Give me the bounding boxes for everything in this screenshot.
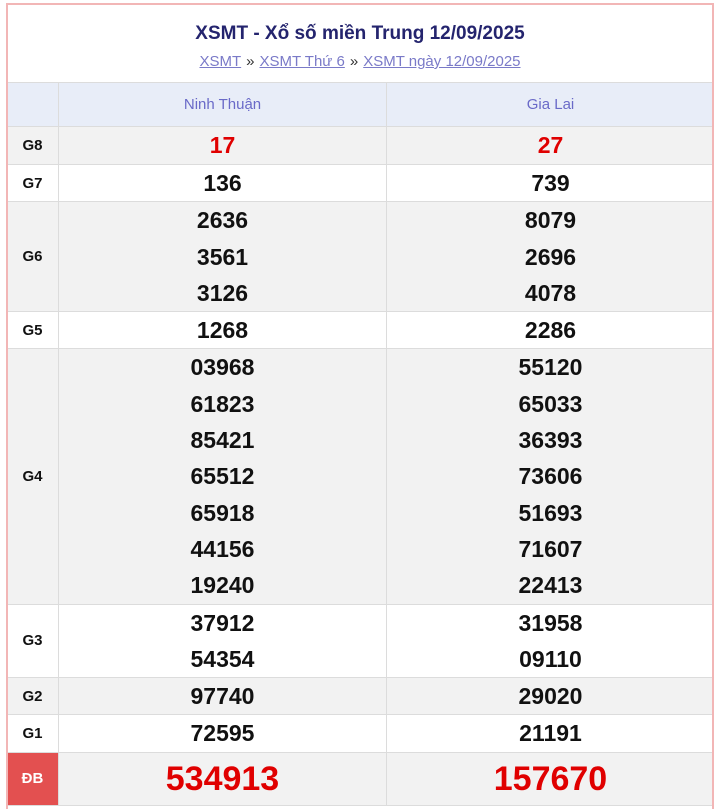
result-cell <box>59 752 387 805</box>
result-cell <box>59 127 387 165</box>
result-number: 739 <box>531 170 570 196</box>
prize-row-g2 <box>7 678 715 715</box>
result-number: 27 <box>537 132 564 159</box>
result-number: 65033 <box>518 390 583 417</box>
result-cell <box>387 715 715 752</box>
result-number: 73606 <box>518 463 583 490</box>
result-number: 55120 <box>518 354 583 381</box>
result-cell <box>59 349 387 604</box>
prize-row-g8 <box>7 127 715 165</box>
result-cell <box>59 165 387 202</box>
prize-label: G7 <box>7 165 59 202</box>
result-cell <box>59 202 387 312</box>
result-cell <box>59 312 387 349</box>
result-number: 44156 <box>190 535 255 562</box>
result-number: 03968 <box>190 354 255 381</box>
result-number: 65918 <box>190 499 255 526</box>
result-cell <box>59 604 387 678</box>
prize-label: G3 <box>7 604 59 678</box>
result-number: 2286 <box>524 317 577 344</box>
prize-label: G5 <box>7 312 59 349</box>
result-number: 17 <box>209 132 236 159</box>
result-cell <box>387 202 715 312</box>
breadcrumb-xsmt[interactable]: XSMT <box>199 53 242 70</box>
result-cell <box>387 127 715 165</box>
result-number: 97740 <box>190 683 255 710</box>
prize-row-special <box>7 752 715 805</box>
result-number: 72595 <box>190 720 255 747</box>
province-header-gia-lai[interactable]: Gia Lai <box>387 83 715 127</box>
breadcrumb-xsmt-friday[interactable]: XSMT Thứ 6 <box>259 53 345 70</box>
result-number: 136 <box>203 170 242 196</box>
result-cell <box>387 604 715 678</box>
prize-label: G4 <box>7 349 59 604</box>
result-number: 3126 <box>196 279 249 306</box>
table-header-row <box>7 83 715 127</box>
result-number: 51693 <box>518 499 583 526</box>
result-number: 36393 <box>518 427 583 454</box>
result-cell <box>387 752 715 805</box>
result-number: 09110 <box>519 645 582 672</box>
prize-row-g7 <box>7 165 715 202</box>
prize-row-g4 <box>7 349 715 604</box>
prize-label: G8 <box>7 127 59 165</box>
result-cell <box>387 349 715 604</box>
prize-row-g6 <box>7 202 715 312</box>
result-number: 71607 <box>518 535 583 562</box>
prize-row-g1 <box>7 715 715 752</box>
result-number: 37912 <box>190 609 255 636</box>
special-prize-label: ĐB <box>7 752 59 805</box>
prize-label: G2 <box>7 678 59 715</box>
result-cell <box>387 312 715 349</box>
province-header-ninh-thuan[interactable]: Ninh Thuận <box>59 83 387 127</box>
results-table <box>6 82 714 806</box>
special-prize-number: 534913 <box>165 759 280 798</box>
result-number: 2636 <box>196 207 249 234</box>
page-title: XSMT - Xổ số miền Trung 12/09/2025 <box>195 23 525 44</box>
special-prize-number: 157670 <box>493 759 608 798</box>
results-header <box>8 5 712 82</box>
result-number: 19240 <box>190 572 255 599</box>
breadcrumb-separator: » <box>246 53 255 70</box>
result-number: 54354 <box>190 645 255 672</box>
prize-label: G1 <box>7 715 59 752</box>
result-number: 61823 <box>190 390 255 417</box>
result-number: 1268 <box>196 317 249 344</box>
breadcrumb-separator: » <box>349 53 359 70</box>
result-number: 29020 <box>518 683 583 710</box>
result-number: 4078 <box>524 279 577 306</box>
results-card <box>6 3 714 809</box>
result-cell <box>59 715 387 752</box>
result-cell <box>59 678 387 715</box>
result-number: 8079 <box>524 207 577 234</box>
prize-label: G6 <box>7 202 59 312</box>
prize-row-g5 <box>7 312 715 349</box>
result-number: 85421 <box>190 427 255 454</box>
result-number: 3561 <box>196 243 249 270</box>
breadcrumb <box>8 52 712 72</box>
result-number: 2696 <box>524 243 577 270</box>
result-cell <box>387 678 715 715</box>
result-number: 22413 <box>518 572 583 599</box>
result-number: 65512 <box>190 463 255 490</box>
result-number: 31958 <box>518 609 583 636</box>
breadcrumb-xsmt-date[interactable]: XSMT ngày 12/09/2025 <box>363 53 521 70</box>
prize-column-header <box>7 83 59 127</box>
result-number: 21191 <box>519 720 582 747</box>
result-cell <box>387 165 715 202</box>
prize-row-g3 <box>7 604 715 678</box>
